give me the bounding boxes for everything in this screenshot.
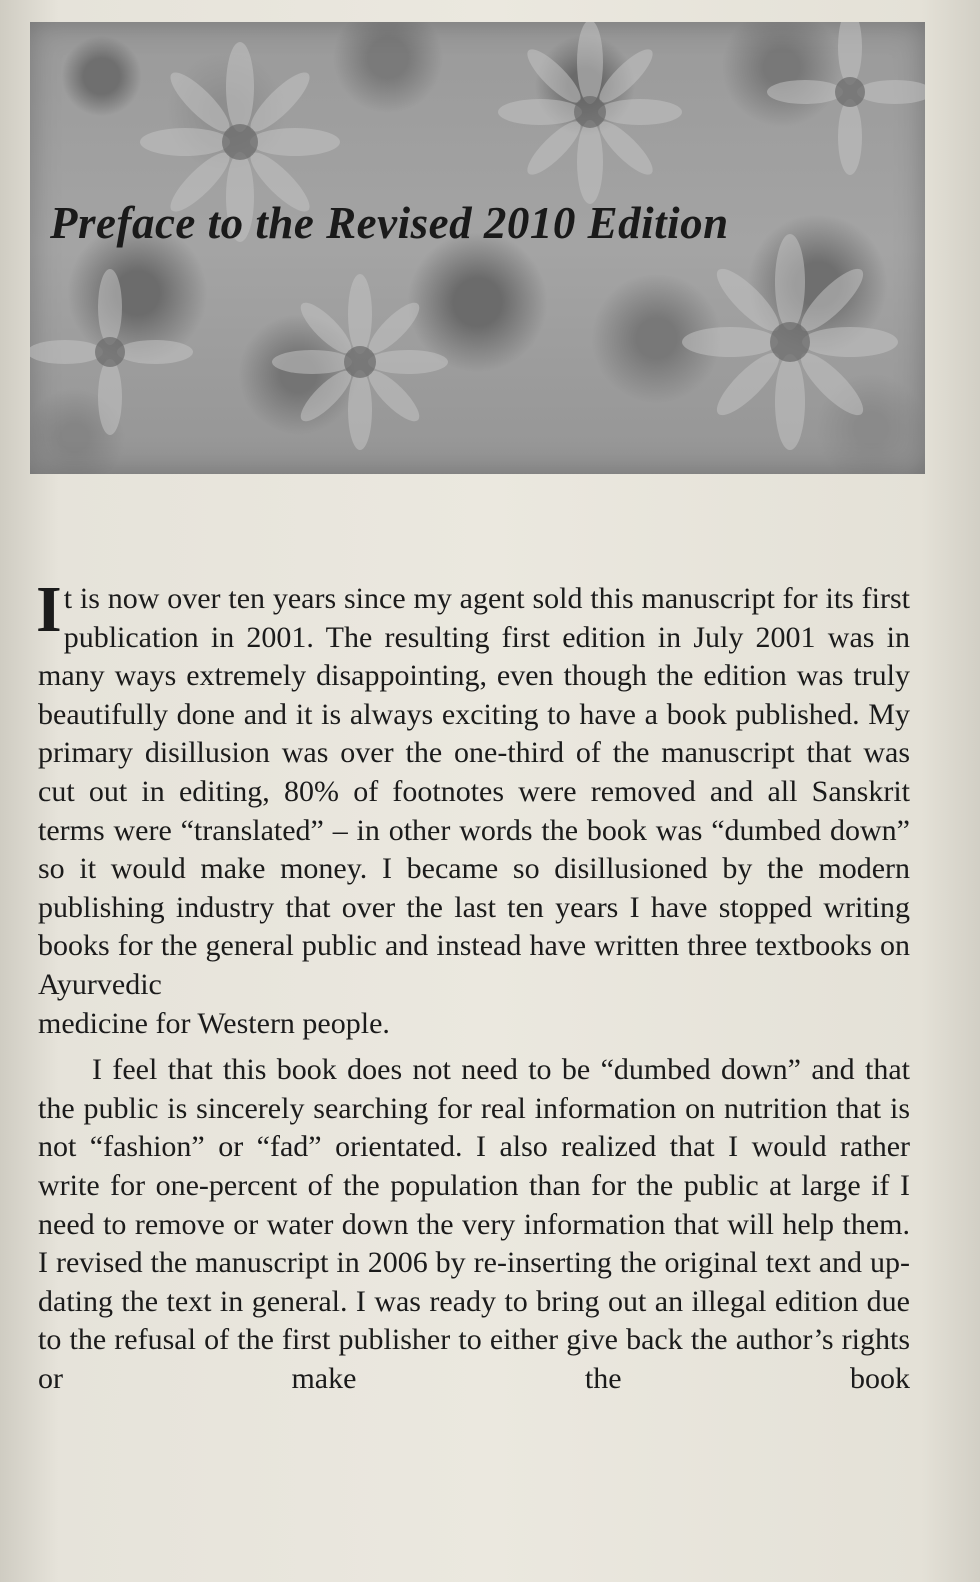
bleed-through-text <box>300 478 920 550</box>
drop-cap: I <box>36 573 62 646</box>
paragraph-1-last-line: medicine for Western people. <box>38 1006 390 1040</box>
page-title: Preface to the Revised 2010 Edition <box>50 198 729 248</box>
preface-body <box>36 573 910 1398</box>
header-banner-image <box>30 22 925 474</box>
paragraph-1 <box>36 573 910 1043</box>
paragraph-2: I feel that this book does not need to be “dumbed down” and that the public is sincerely searching for real information on nutrition that is not “fashion” or “fad” orientated. I also realized that I would rather write for one-percent of the population than for the public at large if I need to remove or water down the very information that will help them. I revised the manuscript in 2006 by re-inserting the original text and up-dating the text in general. I was ready to bring out an illegal edition due to the refusal of the first publisher to either give back the author’s rights or make the book <box>38 1053 910 1395</box>
paragraph-1-text: t is now over ten years since my agent sold this manuscript for its first publication in 2001. The resulting first edition in July 2001 was in many ways extremely disappointing, even though the edition was truly beautifully done and it is always exciting to have a book published. My primary disillusion was over the one-third of the manuscript that was cut out in editing, 80% of footnotes were removed and all Sanskrit terms were “translated” – in other words the book was “dumbed down” so it would make money. I became so disillusioned by the modern publishing industry that over the last ten years I have stopped writing books for the general public and instead have written three textbooks on Ayurvedic <box>38 582 910 1001</box>
